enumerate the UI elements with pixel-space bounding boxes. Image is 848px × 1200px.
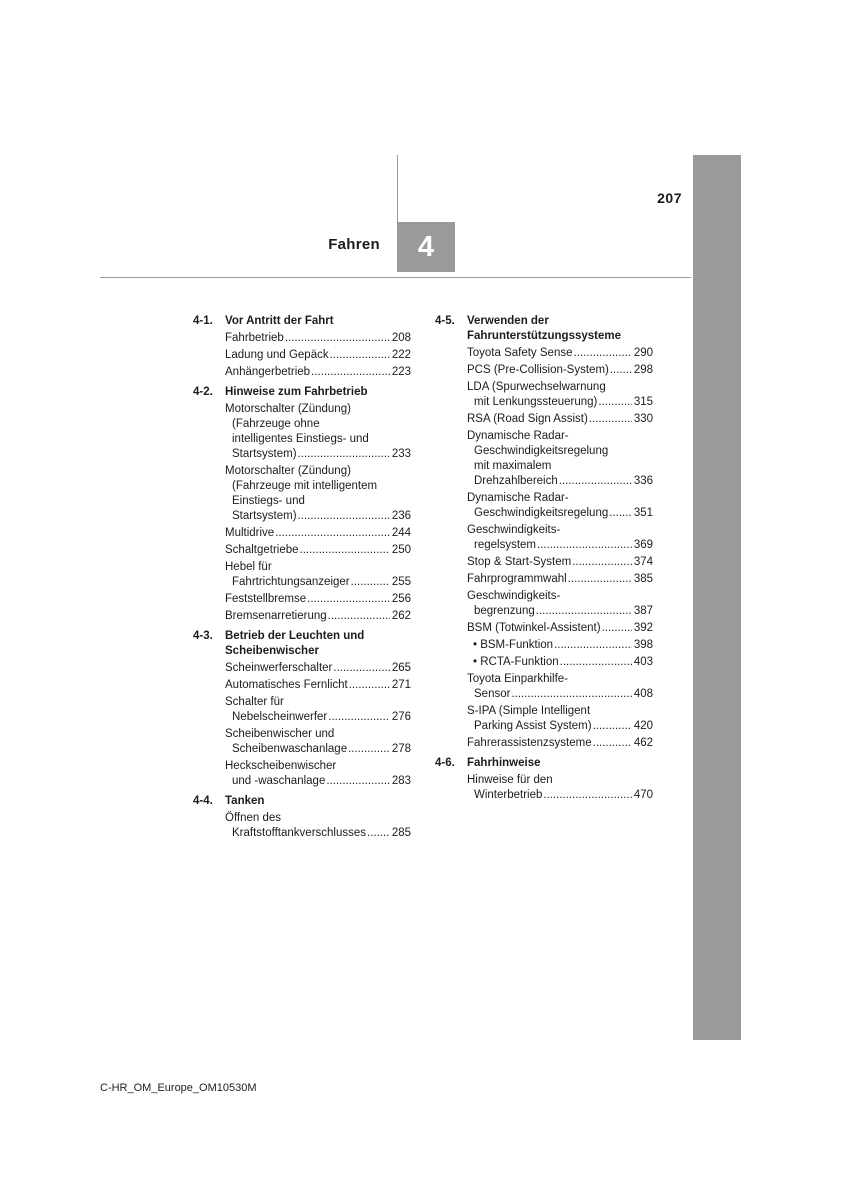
toc-entry-text: Anhängerbetrieb	[225, 366, 311, 378]
toc-entry	[225, 811, 411, 841]
toc-entry-page-number: 392	[633, 622, 653, 634]
toc-section-heading	[193, 314, 411, 329]
dotted-leader	[326, 774, 389, 789]
toc-entry-text: mit Lenkungssteuerung)	[474, 396, 598, 408]
toc-entry	[225, 402, 411, 462]
toc-entry	[225, 609, 411, 624]
toc-entry-text: und -waschanlage	[232, 775, 326, 787]
toc-entry-text: Bremsenarretierung	[225, 610, 327, 622]
toc-entry-line	[467, 672, 653, 687]
toc-entry-page-number: 222	[391, 349, 411, 361]
toc-entry	[467, 523, 653, 553]
toc-entry-line	[467, 474, 653, 489]
toc-entry-text: Fahrerassistenzsysteme	[467, 737, 592, 749]
toc-left-column	[193, 309, 411, 843]
toc-entry-line	[473, 638, 653, 653]
toc-entry-page-number: 283	[391, 775, 411, 787]
dotted-leader	[300, 543, 390, 558]
toc-entry-page-number: 298	[633, 364, 653, 376]
toc-entry-text: Heckscheibenwischer	[225, 760, 337, 772]
toc-section-heading	[193, 794, 411, 809]
toc-entry-line	[225, 826, 411, 841]
toc-entry-page-number: 265	[391, 662, 411, 674]
page-number: 207	[657, 190, 682, 206]
toc-section-heading	[193, 385, 411, 400]
dotted-leader	[589, 412, 632, 427]
toc-section-number: 4-5.	[435, 315, 455, 327]
toc-entry-page-number: 330	[633, 413, 653, 425]
toc-entry-text: Scheibenwischer und	[225, 728, 335, 740]
toc-section-title: Vor Antritt der Fahrt	[225, 315, 334, 327]
dotted-leader	[351, 575, 390, 590]
toc-entry-page-number: 336	[633, 475, 653, 487]
toc-entry	[467, 491, 653, 521]
toc-entry-line	[225, 464, 411, 479]
dotted-leader	[348, 742, 390, 757]
dotted-leader	[333, 661, 389, 676]
toc-entry-page-number: 387	[633, 605, 653, 617]
dotted-leader	[311, 365, 390, 380]
toc-entry	[225, 661, 411, 676]
dotted-leader	[367, 826, 390, 841]
toc-entry-line	[467, 773, 653, 788]
toc-entry-text: regelsystem	[474, 539, 536, 551]
toc-entry-text: Startsystem)	[232, 448, 297, 460]
toc-entry-text: Schaltgetriebe	[225, 544, 299, 556]
dotted-leader	[543, 788, 631, 803]
dotted-leader	[536, 604, 632, 619]
toc-entry-text: Fahrbetrieb	[225, 332, 284, 344]
dotted-leader	[609, 506, 632, 521]
toc-section-title: Betrieb der Leuchten und Scheibenwischer	[225, 630, 365, 657]
toc-entry-page-number: 385	[633, 573, 653, 585]
header-vertical-rule	[397, 155, 398, 222]
toc-entry-page-number: 369	[633, 539, 653, 551]
toc-section-title: Verwenden der Fahrunterstützungssysteme	[467, 315, 622, 342]
dotted-leader	[285, 331, 390, 346]
toc-entry	[225, 331, 411, 346]
toc-entry-line	[225, 365, 411, 380]
toc-entry-line	[225, 543, 411, 558]
toc-entry-line	[225, 447, 411, 462]
dotted-leader	[275, 526, 390, 541]
toc-entry	[467, 429, 653, 489]
dotted-leader	[610, 363, 632, 378]
toc-entry-page-number: 276	[391, 711, 411, 723]
toc-entry-line	[467, 704, 653, 719]
toc-entry-text: Motorschalter (Zündung)	[225, 403, 351, 415]
toc-entry-text: intelligentes Einstiegs- und	[232, 433, 369, 445]
toc-entry-line	[467, 491, 653, 506]
toc-section-4-4	[193, 794, 411, 841]
toc-entry-line	[467, 589, 653, 604]
dotted-leader	[298, 509, 390, 524]
toc-entry	[473, 638, 653, 653]
dotted-leader	[560, 655, 632, 670]
toc-entry-text: • BSM-Funktion	[473, 639, 554, 651]
toc-entry-text: Nebelscheinwerfer	[232, 711, 328, 723]
dotted-leader	[330, 348, 390, 363]
dotted-leader	[598, 395, 631, 410]
toc-entry-line	[225, 727, 411, 742]
dotted-leader	[593, 719, 632, 734]
toc-entry	[473, 655, 653, 670]
toc-entry	[467, 380, 653, 410]
toc-entry-text: BSM (Totwinkel-Assistent)	[467, 622, 601, 634]
toc-entry-page-number: 255	[391, 576, 411, 588]
dotted-leader	[554, 638, 632, 653]
toc-entry-text: • RCTA-Funktion	[473, 656, 559, 668]
dotted-leader	[307, 592, 390, 607]
toc-entry-line	[225, 348, 411, 363]
toc-entry	[225, 543, 411, 558]
table-of-contents	[193, 309, 653, 843]
toc-entry-line	[467, 555, 653, 570]
toc-entry-line	[467, 572, 653, 587]
toc-entry-text: Fahrtrichtungsanzeiger	[232, 576, 350, 588]
toc-entry-text: Startsystem)	[232, 510, 297, 522]
toc-entry-page-number: 398	[633, 639, 653, 651]
toc-entry	[467, 672, 653, 702]
toc-entry	[225, 759, 411, 789]
toc-entry-text: (Fahrzeuge mit intelligentem	[232, 480, 378, 492]
toc-entry-text: Einstiegs- und	[232, 495, 305, 507]
toc-entry-text: Ladung und Gepäck	[225, 349, 329, 361]
toc-entry	[467, 363, 653, 378]
toc-entry-line	[225, 432, 411, 447]
toc-right-column	[435, 309, 653, 843]
toc-entry	[467, 412, 653, 427]
toc-entry-line	[467, 395, 653, 410]
toc-entry	[225, 592, 411, 607]
toc-entry	[225, 727, 411, 757]
toc-entry-text: Toyota Einparkhilfe-	[467, 673, 568, 685]
toc-entry-text: Scheibenwaschanlage	[232, 743, 348, 755]
chapter-number-box	[397, 222, 455, 272]
toc-entry-text: Geschwindigkeitsregelung	[474, 507, 609, 519]
toc-section-4-6	[435, 756, 653, 803]
toc-entry	[467, 589, 653, 619]
dotted-leader	[573, 346, 631, 361]
toc-entry-line	[225, 695, 411, 710]
toc-entry-page-number: 470	[633, 789, 653, 801]
toc-entry-page-number: 278	[391, 743, 411, 755]
chapter-title: Fahren	[328, 236, 380, 253]
toc-entry-text: Geschwindigkeits-	[467, 590, 561, 602]
dotted-leader	[511, 687, 631, 702]
toc-entry-line	[225, 509, 411, 524]
toc-entry-line	[225, 479, 411, 494]
toc-entry-text: (Fahrzeuge ohne	[232, 418, 320, 430]
toc-entry	[467, 773, 653, 803]
toc-entry-line	[467, 538, 653, 553]
toc-entry-page-number: 244	[391, 527, 411, 539]
toc-entry-line	[225, 526, 411, 541]
toc-entry-page-number: 233	[391, 448, 411, 460]
toc-entry	[225, 365, 411, 380]
toc-section-number: 4-4.	[193, 795, 213, 807]
toc-entry-page-number: 420	[633, 720, 653, 732]
toc-entry-line	[467, 429, 653, 444]
toc-entry-page-number: 256	[391, 593, 411, 605]
toc-entry	[467, 736, 653, 751]
toc-section-4-3	[193, 629, 411, 789]
toc-entry-page-number: 262	[391, 610, 411, 622]
toc-section-title: Hinweise zum Fahrbetrieb	[225, 386, 368, 398]
toc-entry	[467, 704, 653, 734]
toc-entry-text: RSA (Road Sign Assist)	[467, 413, 588, 425]
toc-entry-text: PCS (Pre-Collision-System)	[467, 364, 609, 376]
toc-entry-text: Winterbetrieb	[474, 789, 543, 801]
toc-entry-text: Kraftstofftankverschlusses	[232, 827, 367, 839]
toc-entry	[225, 526, 411, 541]
toc-entry	[467, 572, 653, 587]
toc-entry-line	[467, 621, 653, 636]
toc-entry-text: Toyota Safety Sense	[467, 347, 573, 359]
toc-section-4-5	[435, 314, 653, 751]
dotted-leader	[537, 538, 632, 553]
toc-entry	[225, 348, 411, 363]
toc-entry-line	[225, 560, 411, 575]
toc-entry-text: Öffnen des	[225, 812, 282, 824]
toc-entry-page-number: 351	[633, 507, 653, 519]
toc-entry-line	[225, 417, 411, 432]
toc-entry-text: Feststellbremse	[225, 593, 307, 605]
toc-entry-text: Automatisches Fernlicht	[225, 679, 348, 691]
toc-entry-line	[225, 678, 411, 693]
footer-document-code: C-HR_OM_Europe_OM10530M	[100, 1082, 257, 1094]
toc-entry	[467, 346, 653, 361]
toc-section-4-1	[193, 314, 411, 380]
toc-entry-line	[467, 736, 653, 751]
toc-entry-page-number: 208	[391, 332, 411, 344]
toc-section-title: Tanken	[225, 795, 265, 807]
toc-entry	[467, 621, 653, 636]
toc-section-number: 4-1.	[193, 315, 213, 327]
toc-entry-text: Parking Assist System)	[474, 720, 592, 732]
dotted-leader	[593, 736, 632, 751]
toc-entry-page-number: 462	[633, 737, 653, 749]
toc-section-number: 4-2.	[193, 386, 213, 398]
toc-entry-page-number: 315	[633, 396, 653, 408]
toc-entry-page-number: 250	[391, 544, 411, 556]
toc-entry-line	[225, 575, 411, 590]
toc-entry-line	[467, 444, 653, 459]
toc-section-heading	[435, 756, 653, 771]
toc-entry-page-number: 408	[633, 688, 653, 700]
toc-section-heading	[435, 314, 653, 344]
toc-section-title: Fahrhinweise	[467, 757, 541, 769]
toc-entry	[225, 678, 411, 693]
toc-entry-text: Fahrprogrammwahl	[467, 573, 567, 585]
toc-entry-text: Dynamische Radar-	[467, 492, 569, 504]
toc-entry-line	[467, 346, 653, 361]
toc-entry-line	[225, 609, 411, 624]
toc-entry-line	[225, 774, 411, 789]
toc-section-heading	[193, 629, 411, 659]
chapter-edge-bar	[693, 155, 741, 1040]
toc-entry-page-number: 236	[391, 510, 411, 522]
toc-entry-text: begrenzung	[474, 605, 535, 617]
dotted-leader	[328, 609, 390, 624]
toc-entry	[225, 695, 411, 725]
toc-entry-line	[467, 459, 653, 474]
toc-entry-text: S-IPA (Simple Intelligent	[467, 705, 591, 717]
toc-entry-text: LDA (Spurwechselwarnung	[467, 381, 606, 393]
toc-entry-page-number: 223	[391, 366, 411, 378]
toc-section-4-2	[193, 385, 411, 624]
toc-section-number: 4-3.	[193, 630, 213, 642]
toc-entry-page-number: 285	[391, 827, 411, 839]
toc-entry-line	[225, 331, 411, 346]
toc-entry-line	[467, 363, 653, 378]
toc-entry-line	[225, 592, 411, 607]
toc-entry	[225, 464, 411, 524]
toc-entry-text: Geschwindigkeits-	[467, 524, 561, 536]
toc-entry-line	[225, 811, 411, 826]
toc-entry-text: Hinweise für den	[467, 774, 553, 786]
toc-entry-page-number: 271	[391, 679, 411, 691]
toc-entry-line	[473, 655, 653, 670]
toc-entry-line	[467, 380, 653, 395]
dotted-leader	[559, 474, 632, 489]
toc-entry-line	[467, 523, 653, 538]
toc-entry-line	[467, 788, 653, 803]
toc-entry-line	[225, 661, 411, 676]
toc-entry-line	[225, 759, 411, 774]
dotted-leader	[298, 447, 390, 462]
toc-entry-page-number: 290	[633, 347, 653, 359]
dotted-leader	[602, 621, 632, 636]
toc-entry-page-number: 374	[633, 556, 653, 568]
toc-entry-line	[225, 742, 411, 757]
toc-entry-text: Stop & Start-System	[467, 556, 572, 568]
chapter-number: 4	[417, 230, 435, 263]
toc-entry-text: Sensor	[474, 688, 511, 700]
header-horizontal-rule	[100, 277, 691, 278]
toc-entry-line	[467, 506, 653, 521]
toc-entry-text: Multidrive	[225, 527, 275, 539]
toc-entry-text: Geschwindigkeitsregelung	[474, 445, 609, 457]
dotted-leader	[572, 555, 632, 570]
toc-entry-line	[225, 494, 411, 509]
toc-entry	[467, 555, 653, 570]
dotted-leader	[568, 572, 632, 587]
toc-entry-text: Dynamische Radar-	[467, 430, 569, 442]
toc-entry-line	[467, 719, 653, 734]
dotted-leader	[328, 710, 390, 725]
toc-entry-line	[225, 402, 411, 417]
toc-entry-text: mit maximalem	[474, 460, 552, 472]
toc-entry-text: Hebel für	[225, 561, 272, 573]
toc-section-number: 4-6.	[435, 757, 455, 769]
toc-entry-line	[225, 710, 411, 725]
toc-entry-line	[467, 604, 653, 619]
toc-entry-text: Motorschalter (Zündung)	[225, 465, 351, 477]
toc-entry-text: Scheinwerferschalter	[225, 662, 333, 674]
toc-entry	[225, 560, 411, 590]
dotted-leader	[349, 678, 390, 693]
toc-entry-line	[467, 687, 653, 702]
toc-entry-line	[467, 412, 653, 427]
toc-entry-text: Schalter für	[225, 696, 284, 708]
toc-entry-text: Drehzahlbereich	[474, 475, 558, 487]
toc-entry-page-number: 403	[633, 656, 653, 668]
